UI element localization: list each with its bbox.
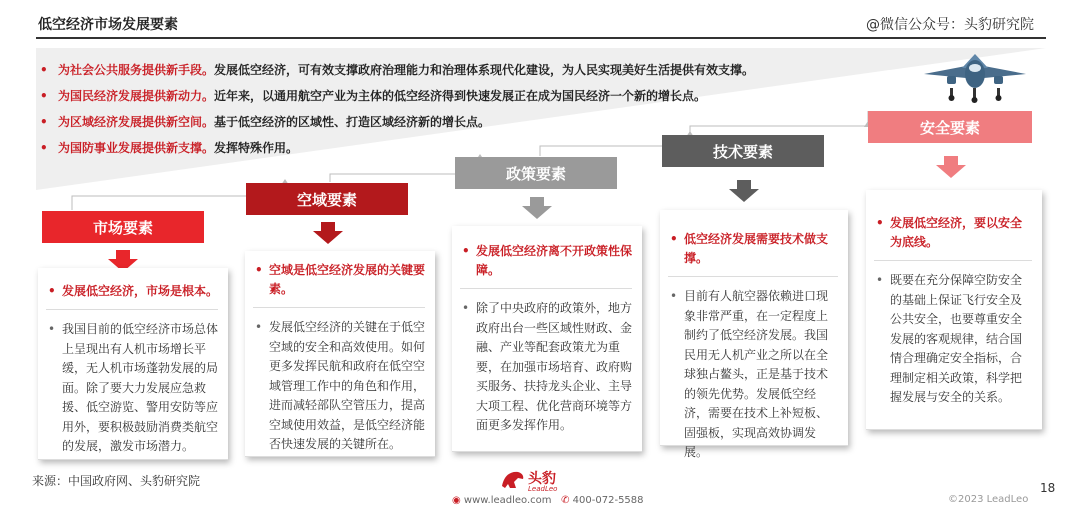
step-body: • 除了中央政府的政策外，地方政府出台一些区域性财政、金融、产业等配套政策尤为重要，在加强市场培育、政府购买服务、扶持龙头企业、主导大项工程、优化营商环境等方面更多发挥作用。 bbox=[460, 299, 632, 436]
step-lead: • 发展低空经济，要以安全为底线。 bbox=[874, 214, 1032, 252]
phone-number: 400-072-5588 bbox=[572, 495, 644, 506]
down-arrow-icon bbox=[729, 180, 759, 202]
step-lead: • 空域是低空经济发展的关键要素。 bbox=[253, 261, 425, 299]
step-body: • 我国目前的低空经济市场总体上呈现出有人机市场增长平缓，无人机市场蓬勃发展的局面。除了要大力发展应急救援、低空游览、警用安防等应用外，要积极鼓励消费类航空的发展，激发市场潜力。 bbox=[46, 320, 218, 457]
wechat-account: @微信公众号：头豹研究院 bbox=[866, 17, 1034, 33]
step-card-policy bbox=[452, 226, 642, 452]
intro-bullet: • 为社会公共服务提供新手段。发展低空经济，可有效支撑政府治理能力和治理体系现代化建设，为人民实现美好生活提供有效支撑。 bbox=[40, 63, 880, 77]
website-link[interactable]: www.leadleo.com bbox=[463, 495, 552, 506]
step-lead: • 低空经济发展需要技术做支撑。 bbox=[668, 230, 838, 268]
source-note: 来源：中国政府网、头豹研究院 bbox=[32, 474, 201, 488]
step-body: • 既要在充分保障空防安全的基础上保证飞行安全及公共安全，也要尊重安全发展的客观规律，结合国情合理确定安全指标，合理制定相关政策，科学把握发展与安全的关系。 bbox=[874, 271, 1032, 408]
divider bbox=[460, 288, 632, 289]
step-body: • 发展低空经济的关键在于低空空域的安全和高效使用。如何更多发挥民航和政府在低空空域管理工作中的角色和作用，进而减轻部队空管压力，提高空域使用效益，是低空经济能否快速发展的关键所在。 bbox=[253, 318, 425, 455]
step-header-market: 市场要素 bbox=[42, 211, 204, 243]
divider bbox=[46, 309, 218, 310]
logo-subtext: LeadLeo bbox=[528, 485, 558, 493]
globe-icon: ◉ bbox=[452, 495, 461, 506]
divider bbox=[253, 307, 425, 308]
down-arrow-icon bbox=[522, 197, 552, 219]
down-arrow-icon bbox=[313, 222, 343, 244]
step-header-airspace: 空域要素 bbox=[246, 183, 408, 215]
step-header-safety: 安全要素 bbox=[868, 111, 1032, 143]
divider bbox=[874, 260, 1032, 261]
step-header-technology: 技术要素 bbox=[662, 135, 824, 167]
contact-line bbox=[452, 495, 644, 506]
leopard-icon bbox=[500, 468, 526, 492]
step-card-technology bbox=[660, 210, 848, 459]
intro-bullet: • 为区域经济发展提供新空间。基于低空经济的区域性、打造区域经济新的增长点。 bbox=[40, 115, 880, 129]
page-number: 18 bbox=[1040, 481, 1056, 495]
step-body: • 目前有人航空器依赖进口现象非常严重，在一定程度上制约了低空经济发展。我国民用无人机产业之所以在全球独占鳌头，正是基于技术的领先优势。发展低空经济，需要在技术上补短板、固强板，实现高效协调发展。 bbox=[668, 287, 838, 463]
logo-text: 头豹 bbox=[528, 471, 556, 487]
step-card-safety bbox=[866, 190, 1042, 430]
step-card-market bbox=[38, 268, 228, 460]
down-arrow-icon bbox=[936, 156, 966, 178]
copyright: ©2023 LeadLeo bbox=[948, 494, 1029, 505]
phone-icon: ✆ bbox=[561, 495, 570, 506]
leadleo-logo bbox=[500, 468, 570, 494]
step-lead: • 发展低空经济，市场是根本。 bbox=[46, 282, 218, 301]
step-header-policy: 政策要素 bbox=[455, 157, 617, 189]
intro-bullet: • 为国民经济发展提供新动力。近年来，以通用航空产业为主体的低空经济得到快速发展正在成为国民经济一个新的增长点。 bbox=[40, 89, 880, 103]
step-card-airspace bbox=[245, 251, 435, 457]
divider bbox=[668, 276, 838, 277]
page-title: 低空经济市场发展要素 bbox=[38, 17, 178, 33]
intro-bullet: • 为国防事业发展提供新支撑。发挥特殊作用。 bbox=[40, 141, 880, 155]
step-lead: • 发展低空经济离不开政策性保障。 bbox=[460, 242, 632, 280]
